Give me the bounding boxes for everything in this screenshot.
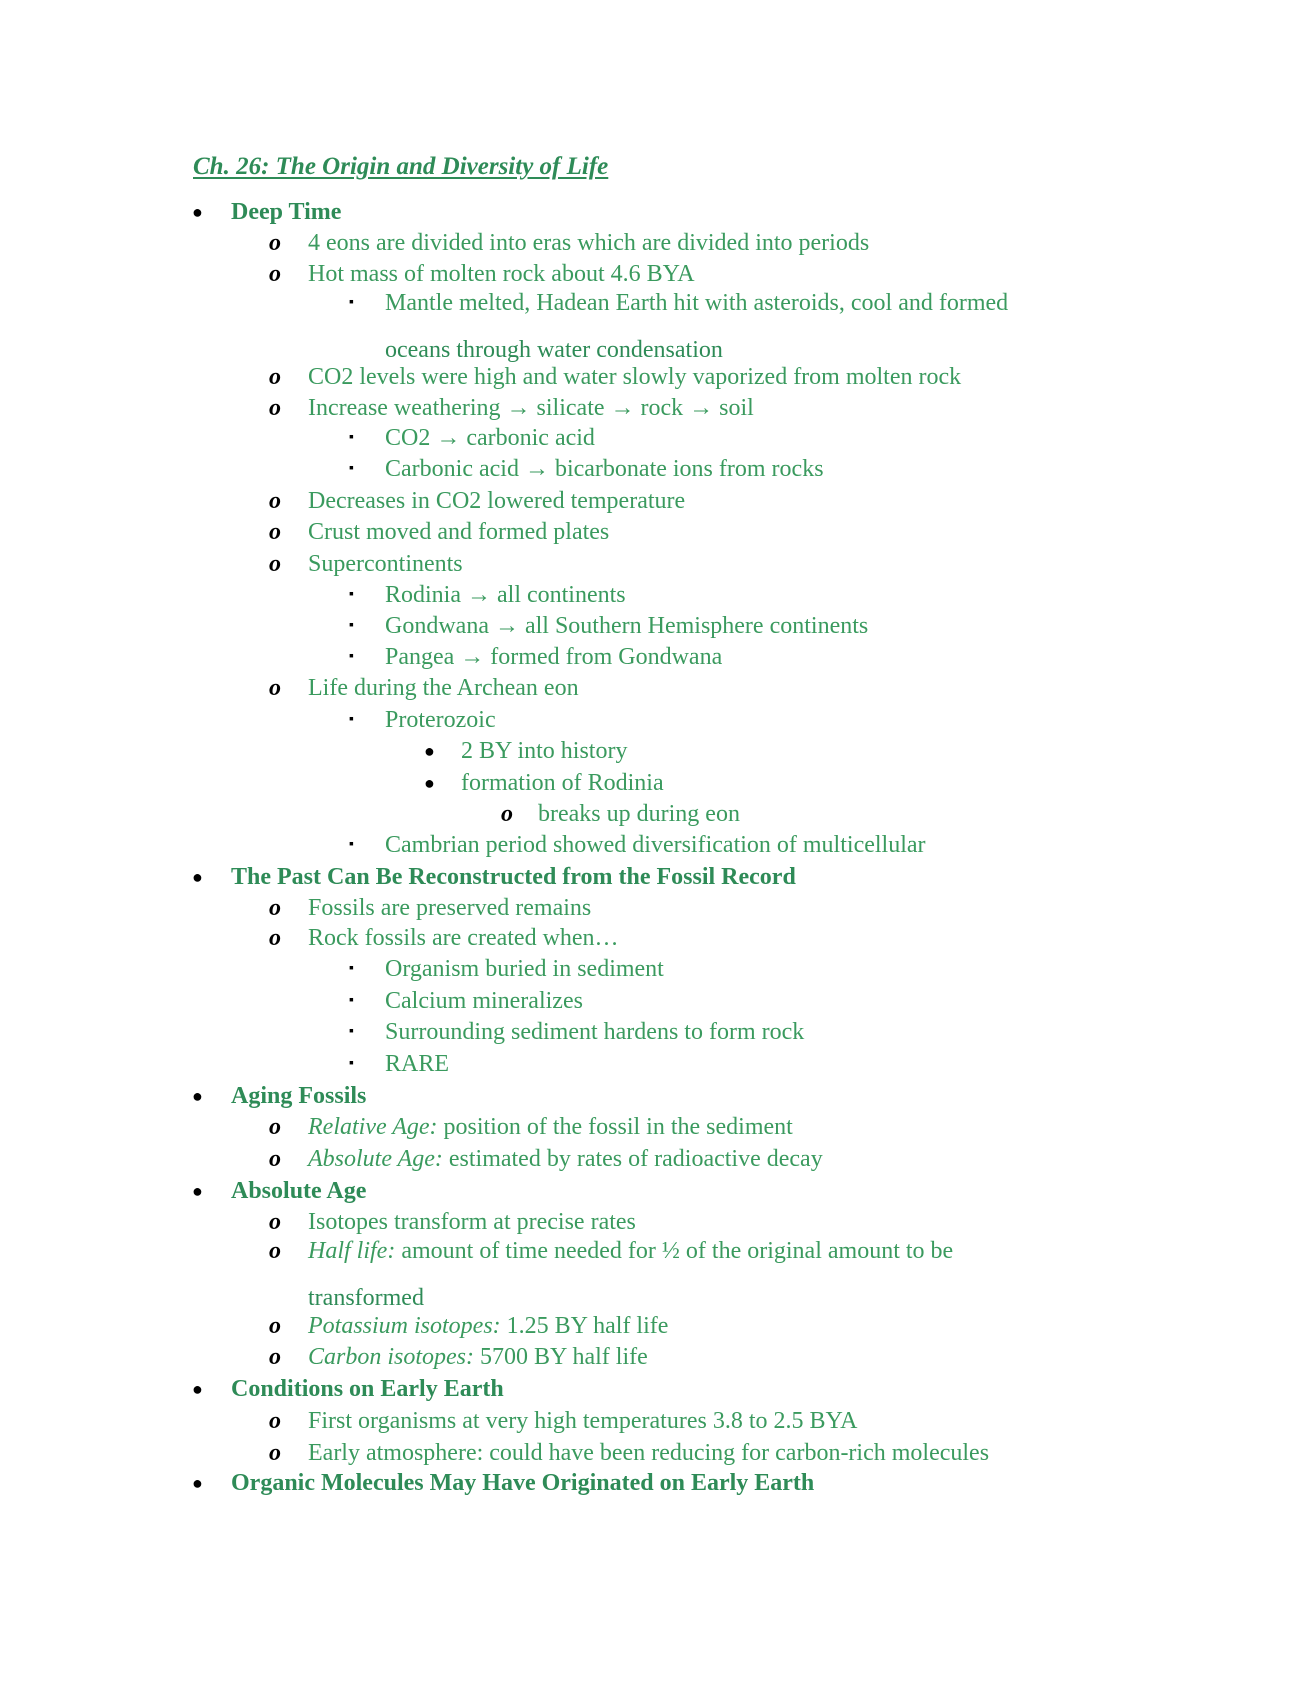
bullet-circle-icon: o <box>269 230 281 256</box>
bullet-circle-icon: o <box>269 675 281 701</box>
term-definition: amount of time needed for ½ of the original amount to be <box>395 1238 954 1264</box>
bullet-disc-icon: ● <box>192 1086 203 1106</box>
bullet-disc-icon: ● <box>192 1473 203 1493</box>
section-heading: Absolute Age <box>231 1178 367 1204</box>
bullet-circle-icon: o <box>269 551 281 577</box>
bullet-circle-icon: o <box>269 1146 281 1172</box>
bullet-square-icon: ▪ <box>349 837 354 852</box>
bullet-circle-icon: o <box>269 488 281 514</box>
section-heading: The Past Can Be Reconstructed from the Fossil Record <box>231 864 796 890</box>
bullet-square-icon: ▪ <box>349 618 354 633</box>
list-item-text: Carbonic acid → bicarbonate ions from rocks <box>385 456 824 482</box>
bullet-square-icon: ▪ <box>349 961 354 976</box>
list-item-text: Hot mass of molten rock about 4.6 BYA <box>308 261 695 287</box>
list-item-text: 4 eons are divided into eras which are divided into periods <box>308 230 870 256</box>
section-heading: Organic Molecules May Have Originated on Early Earth <box>231 1470 815 1496</box>
page-title: Ch. 26: The Origin and Diversity of Life <box>193 153 609 180</box>
bullet-circle-icon: o <box>269 1209 281 1235</box>
bullet-square-icon: ▪ <box>349 430 354 445</box>
list-item-text: formation of Rodinia <box>461 770 664 796</box>
list-item-text <box>308 1341 648 1373</box>
bullet-circle-icon: o <box>269 925 281 951</box>
list-item-text: oceans through water condensation <box>385 337 723 363</box>
bullet-circle-icon: o <box>269 1238 281 1264</box>
list-item-text: Pangea → formed from Gondwana <box>385 644 723 670</box>
bullet-disc-icon: ● <box>192 867 203 887</box>
list-item-text: Decreases in CO2 lowered temperature <box>308 488 686 514</box>
list-item-text: Mantle melted, Hadean Earth hit with asteroids, cool and formed <box>385 290 1009 316</box>
bullet-circle-icon: o <box>269 395 281 421</box>
bullet-circle-icon: o <box>269 1114 281 1140</box>
list-item-text: Gondwana → all Southern Hemisphere continents <box>385 613 869 639</box>
bullet-disc-icon: ● <box>424 741 435 761</box>
list-item-text: RARE <box>385 1051 450 1077</box>
list-item-text <box>308 1310 668 1342</box>
bullet-disc-icon: ● <box>192 202 203 222</box>
list-item-text: Cambrian period showed diversification of multicellular <box>385 832 926 858</box>
list-item-text: Early atmosphere: could have been reducing for carbon-rich molecules <box>308 1440 990 1466</box>
bullet-square-icon: ▪ <box>349 712 354 727</box>
term-definition: 1.25 BY half life <box>500 1313 669 1339</box>
bullet-disc-icon: ● <box>192 1181 203 1201</box>
bullet-circle-icon: o <box>269 1440 281 1466</box>
bullet-square-icon: ▪ <box>349 993 354 1008</box>
list-item-text: Rodinia → all continents <box>385 582 626 608</box>
list-item-text <box>308 1143 823 1175</box>
list-item-text: Increase weathering → silicate → rock → soil <box>308 395 754 421</box>
term-label: Absolute Age: <box>308 1146 443 1172</box>
list-item-text <box>308 1235 953 1267</box>
bullet-circle-icon: o <box>269 364 281 390</box>
list-item-text: transformed <box>308 1285 424 1311</box>
bullet-disc-icon: ● <box>424 773 435 793</box>
bullet-circle-icon: o <box>269 895 281 921</box>
bullet-square-icon: ▪ <box>349 1056 354 1071</box>
list-item-text: Calcium mineralizes <box>385 988 583 1014</box>
bullet-circle-icon: o <box>269 261 281 287</box>
list-item-text: CO2 levels were high and water slowly vaporized from molten rock <box>308 364 962 390</box>
list-item-text: Organism buried in sediment <box>385 956 664 982</box>
term-label: Potassium isotopes: <box>308 1313 501 1339</box>
section-heading: Conditions on Early Earth <box>231 1376 504 1402</box>
term-definition: 5700 BY half life <box>474 1344 648 1370</box>
section-heading: Deep Time <box>231 199 342 225</box>
list-item-text: First organisms at very high temperatures 3.8 to 2.5 BYA <box>308 1408 858 1434</box>
bullet-square-icon: ▪ <box>349 461 354 476</box>
section-heading: Aging Fossils <box>231 1083 367 1109</box>
list-item-text: 2 BY into history <box>461 738 628 764</box>
bullet-circle-icon: o <box>269 519 281 545</box>
bullet-square-icon: ▪ <box>349 587 354 602</box>
list-item-text: Rock fossils are created when… <box>308 925 619 951</box>
list-item-text: CO2 → carbonic acid <box>385 425 595 451</box>
list-item-text: breaks up during eon <box>538 801 740 827</box>
list-item-text: Supercontinents <box>308 551 463 577</box>
list-item-text: Proterozoic <box>385 707 496 733</box>
list-item-text: Surrounding sediment hardens to form rock <box>385 1019 805 1045</box>
list-item-text: Isotopes transform at precise rates <box>308 1209 636 1235</box>
bullet-circle-icon: o <box>269 1313 281 1339</box>
bullet-square-icon: ▪ <box>349 649 354 664</box>
term-label: Carbon isotopes: <box>308 1344 475 1370</box>
bullet-disc-icon: ● <box>192 1379 203 1399</box>
term-definition: estimated by rates of radioactive decay <box>442 1146 823 1172</box>
bullet-circle-icon: o <box>501 801 513 827</box>
list-item-text <box>308 1111 793 1143</box>
list-item-text: Fossils are preserved remains <box>308 895 592 921</box>
term-definition: position of the fossil in the sediment <box>437 1114 793 1140</box>
bullet-square-icon: ▪ <box>349 1024 354 1039</box>
term-label: Half life: <box>308 1238 396 1264</box>
bullet-circle-icon: o <box>269 1408 281 1434</box>
term-label: Relative Age: <box>308 1114 438 1140</box>
bullet-square-icon: ▪ <box>349 295 354 310</box>
bullet-circle-icon: o <box>269 1344 281 1370</box>
list-item-text: Crust moved and formed plates <box>308 519 610 545</box>
list-item-text: Life during the Archean eon <box>308 675 579 701</box>
